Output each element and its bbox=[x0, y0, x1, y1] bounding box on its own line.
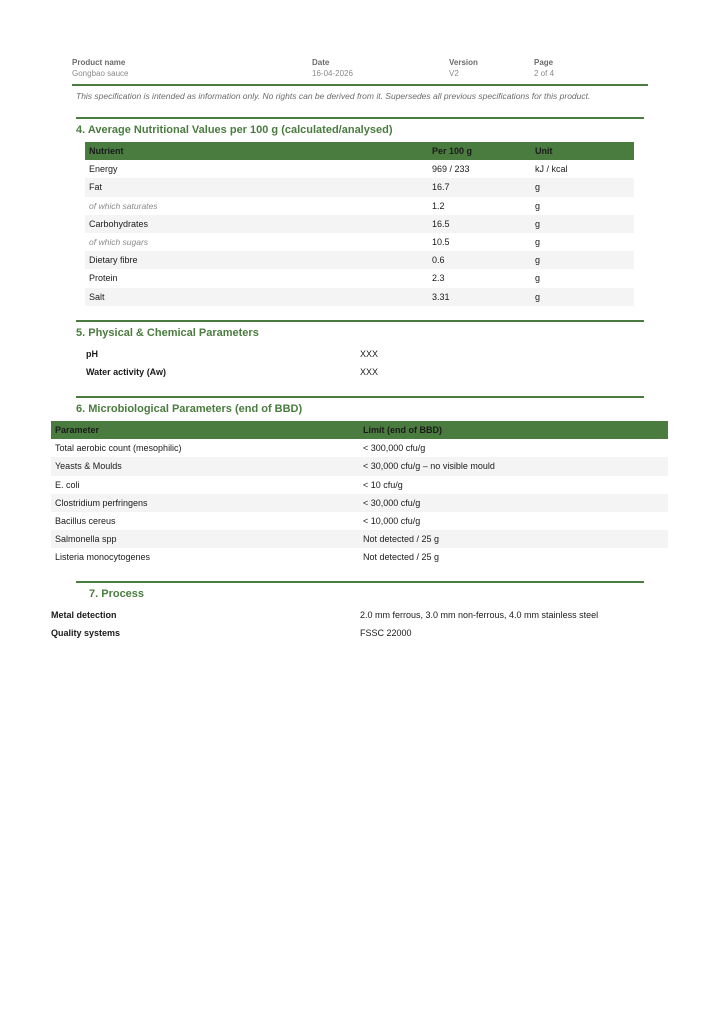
parameter-limit: < 10 cfu/g bbox=[363, 479, 403, 490]
quality-systems-label: Quality systems bbox=[51, 628, 121, 638]
table-row bbox=[85, 251, 634, 269]
water-activity-value: XXX bbox=[360, 367, 379, 377]
metal-detection-label: Metal detection bbox=[51, 610, 117, 620]
table-row bbox=[51, 530, 668, 548]
nutrient-unit: kJ / kcal bbox=[535, 164, 568, 175]
table-row bbox=[85, 197, 634, 215]
nutrient-unit: g bbox=[535, 273, 541, 284]
column-header-nutrient: Nutrient bbox=[89, 146, 124, 156]
nutrient-value: 16.5 bbox=[432, 218, 450, 229]
parameter-name: Clostridium perfringens bbox=[55, 497, 148, 508]
nutrient-unit: g bbox=[535, 182, 541, 193]
ph-label: pH bbox=[86, 349, 98, 359]
micro-section-title: 6. Microbiological Parameters (end of BBD) bbox=[76, 403, 303, 415]
nutrition-section-title: 4. Average Nutritional Values per 100 g (calculated/analysed) bbox=[76, 124, 393, 136]
table-row bbox=[51, 494, 668, 512]
micro-table-header bbox=[51, 421, 668, 439]
section-divider bbox=[76, 396, 644, 398]
column-header-unit: Unit bbox=[535, 146, 553, 156]
nutrition-table-header bbox=[85, 142, 634, 160]
nutrient-name: of which sugars bbox=[89, 236, 149, 247]
disclaimer-text: This specification is intended as information only. No rights can be derived from it. Supersedes all previous specifications for this product. bbox=[76, 91, 591, 101]
nutrient-value: 16.7 bbox=[432, 182, 450, 193]
table-row bbox=[85, 160, 634, 178]
parameter-name: E. coli bbox=[55, 479, 80, 490]
metal-detection-value: 2.0 mm ferrous, 3.0 mm non-ferrous, 4.0 mm stainless steel bbox=[360, 610, 599, 620]
nutrient-unit: g bbox=[535, 218, 541, 229]
nutrition-table bbox=[85, 142, 634, 306]
table-row bbox=[51, 457, 668, 475]
product-name-value: Gongbao sauce bbox=[72, 69, 129, 78]
parameter-name: Yeasts & Moulds bbox=[55, 461, 122, 472]
nutrient-value: 1.2 bbox=[432, 200, 445, 211]
table-row bbox=[51, 439, 668, 457]
column-header-limit: Limit (end of BBD) bbox=[363, 425, 442, 435]
column-header-parameter: Parameter bbox=[55, 425, 100, 435]
section-divider bbox=[76, 117, 644, 119]
nutrient-value: 969 / 233 bbox=[432, 164, 470, 175]
version-label: Version bbox=[449, 58, 478, 67]
parameter-name: Total aerobic count (mesophilic) bbox=[55, 443, 182, 454]
header-date bbox=[312, 58, 353, 80]
nutrient-value: 3.31 bbox=[432, 291, 450, 302]
nutrient-value: 2.3 bbox=[432, 273, 445, 284]
process-section-title: 7. Process bbox=[89, 588, 145, 600]
table-row bbox=[85, 233, 634, 251]
section-divider bbox=[76, 320, 644, 322]
header-page bbox=[534, 58, 554, 80]
parameter-limit: Not detected / 25 g bbox=[363, 552, 440, 563]
parameter-limit: < 300,000 cfu/g bbox=[363, 443, 426, 454]
header-product bbox=[72, 58, 129, 80]
nutrient-unit: g bbox=[535, 291, 541, 302]
nutrient-name: Dietary fibre bbox=[89, 255, 138, 266]
header-version bbox=[449, 58, 478, 80]
nutrient-name: of which saturates bbox=[89, 200, 158, 211]
water-activity-label: Water activity (Aw) bbox=[86, 367, 167, 377]
nutrient-name: Carbohydrates bbox=[89, 218, 149, 229]
document-header bbox=[72, 58, 648, 86]
page-value: 2 of 4 bbox=[534, 69, 555, 78]
page-label: Page bbox=[534, 58, 554, 67]
nutrient-name: Salt bbox=[89, 291, 105, 302]
parameter-name: Salmonella spp bbox=[55, 534, 117, 545]
table-row bbox=[85, 178, 634, 196]
nutrient-value: 10.5 bbox=[432, 236, 450, 247]
nutrient-value: 0.6 bbox=[432, 255, 445, 266]
quality-systems-value: FSSC 22000 bbox=[360, 628, 412, 638]
table-row bbox=[51, 512, 668, 530]
date-value: 16-04-2026 bbox=[312, 69, 353, 78]
nutrient-name: Fat bbox=[89, 182, 103, 193]
micro-table bbox=[51, 421, 668, 567]
product-name-label: Product name bbox=[72, 58, 126, 67]
parameter-limit: Not detected / 25 g bbox=[363, 534, 440, 545]
parameter-limit: < 30,000 cfu/g – no visible mould bbox=[363, 461, 495, 472]
table-row bbox=[85, 269, 634, 287]
nutrient-unit: g bbox=[535, 255, 541, 266]
table-row bbox=[85, 288, 634, 306]
parameter-limit: < 30,000 cfu/g bbox=[363, 497, 421, 508]
table-row bbox=[51, 548, 668, 566]
table-row bbox=[85, 215, 634, 233]
date-label: Date bbox=[312, 58, 330, 67]
parameter-name: Listeria monocytogenes bbox=[55, 552, 151, 563]
nutrient-name: Energy bbox=[89, 164, 118, 175]
ph-value: XXX bbox=[360, 349, 379, 359]
nutrient-name: Protein bbox=[89, 273, 118, 284]
version-value: V2 bbox=[449, 69, 459, 78]
table-row bbox=[51, 476, 668, 494]
parameter-name: Bacillus cereus bbox=[55, 515, 116, 526]
physical-section-title: 5. Physical & Chemical Parameters bbox=[76, 327, 259, 339]
nutrient-unit: g bbox=[535, 236, 541, 247]
column-header-per-100g: Per 100 g bbox=[432, 146, 473, 156]
parameter-limit: < 10,000 cfu/g bbox=[363, 515, 421, 526]
nutrient-unit: g bbox=[535, 200, 541, 211]
section-divider bbox=[76, 581, 644, 583]
